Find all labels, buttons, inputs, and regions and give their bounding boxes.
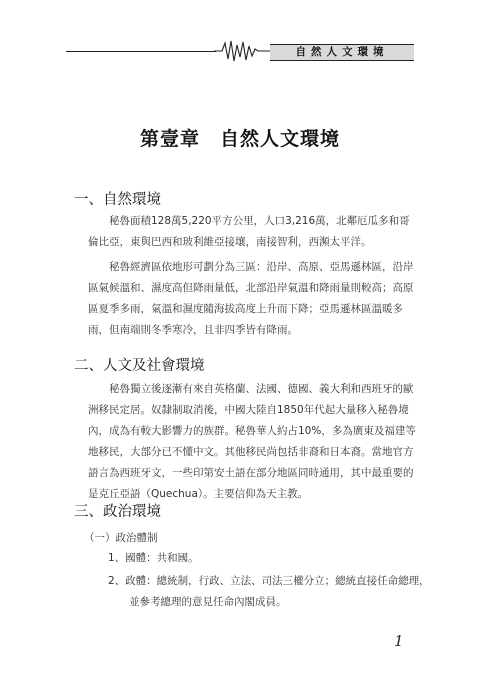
- section-heading-politics: 三、政治環境: [74, 504, 161, 520]
- running-header: [66, 38, 414, 64]
- header-rule: [66, 51, 216, 52]
- list-item: 1、國體：共和國。: [108, 552, 199, 564]
- section-heading-culture: 二、人文及社會環境: [74, 358, 205, 374]
- list-item: 2、政體：總統制，行政、立法、司法三權分立；總統直接任命總理，並參考總理的意見任命內閣成員。: [108, 575, 430, 608]
- section-heading-natural: 一、自然環境: [74, 192, 161, 208]
- running-title: 自然人文環境: [270, 44, 414, 61]
- paragraph: 秘魯獨立後逐漸有來自英格蘭、法國、德國、義大利和西班牙的歐洲移民定居。奴隸制取消後，中國大陸自1850年代起大量移入秘魯境內，成為有較大影響力的族群。秘魯華人約占10%，多為廣東及福建等地移民，大部分已不懂中文。其他移民尚包括非裔和日本裔。當地官方語言為西班牙文，一些印第安土語在部分地區同時通用，其中最重要的是克丘亞語（Quechua）。主要信仰為天主教。: [88, 383, 416, 500]
- subheading: （一）政治體制: [84, 532, 158, 544]
- page-number: 1: [394, 632, 404, 650]
- paragraph: 秘魯面積128萬5,220平方公里，人口3,216萬，北鄰厄瓜多和哥倫比亞，東與巴西和玻利維亞接壤，南接智利，西瀕太平洋。: [88, 215, 410, 248]
- paragraph: 秘魯經濟區依地形可劃分為三區：沿岸、高原、亞馬遜林區，沿岸區氣候溫和、濕度高但降雨量低，北部沿岸氣溫和降雨量則較高；高原區夏季多雨，氣溫和濕度隨海拔高度上升而下降；亞馬遜林區溫暖多雨，但南端則冬季寒冷，且非四季皆有降雨。: [88, 261, 414, 336]
- heartbeat-line-icon: [214, 38, 270, 64]
- chapter-title: 第壹章 自然人文環境: [139, 128, 340, 150]
